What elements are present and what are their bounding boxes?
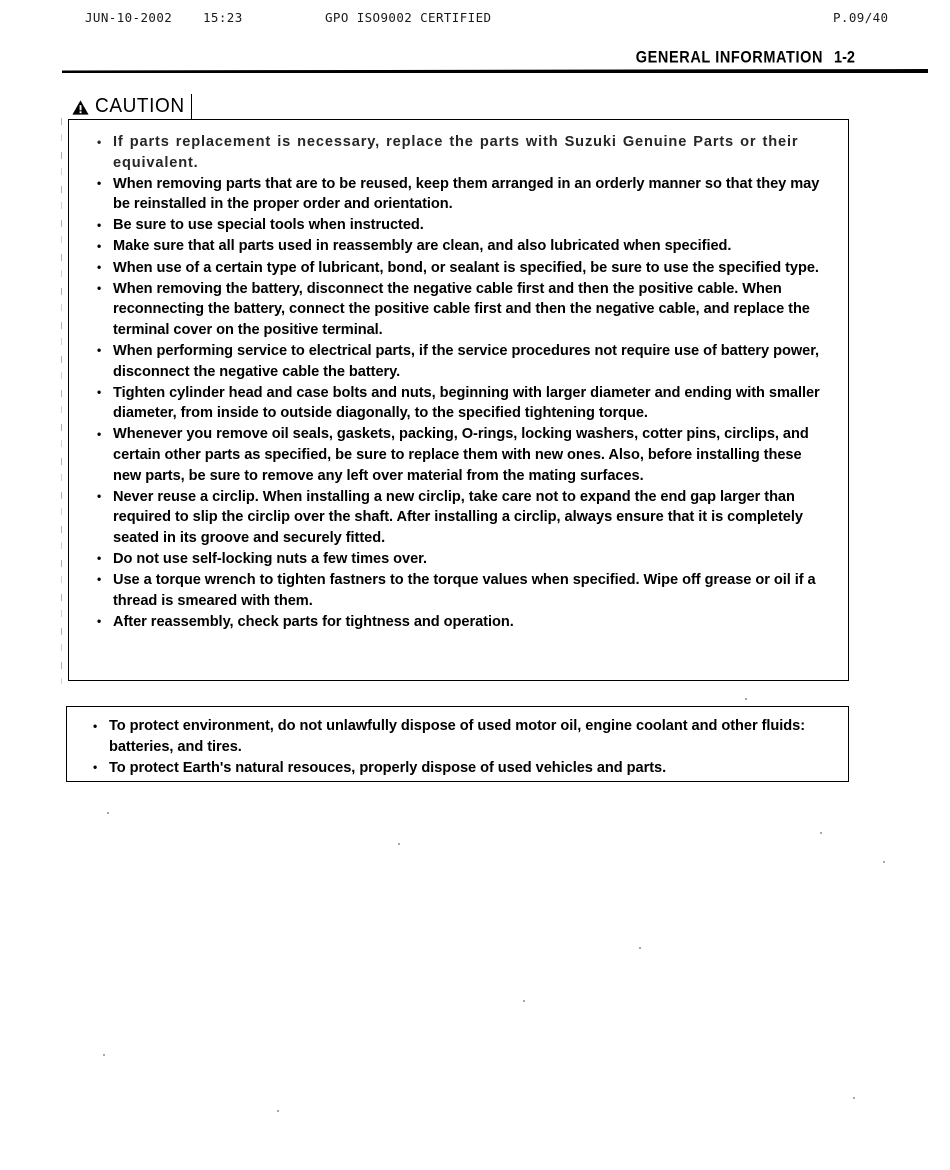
environment-list-container xyxy=(89,716,831,779)
scan-speckle xyxy=(103,1054,105,1056)
list-item: • Never reuse a circlip. When installing a new circlip, take care not to expand the end gap larger than required to slip the circlip over the shaft. After installing a circlip, always ensure that it is completely seated in its groove and securely fitted. xyxy=(93,487,831,549)
list-item: • To protect Earth's natural resouces, properly dispose of used vehicles and parts. xyxy=(89,758,831,779)
scan-speckle xyxy=(523,1000,525,1002)
scan-speckle xyxy=(853,1097,855,1099)
caution-bullet-list xyxy=(93,132,831,632)
fax-date: JUN-10-2002 xyxy=(85,10,173,25)
list-item: • If parts replacement is necessary, replace the parts with Suzuki Genuine Parts or their equivalent. xyxy=(93,132,831,173)
fax-transmission-header xyxy=(0,10,950,30)
list-item: • Be sure to use special tools when instructed. xyxy=(93,215,831,236)
environment-notice-box xyxy=(66,706,849,782)
scan-artifact-line xyxy=(61,118,62,684)
list-item: • When removing parts that are to be reused, keep them arranged in an orderly manner so that they may be reinstalled in the proper order and orientation. xyxy=(93,174,831,215)
fax-time: 15:23 xyxy=(203,10,243,25)
scan-speckle xyxy=(639,947,641,949)
page-title xyxy=(636,49,855,67)
list-item: • When removing the battery, disconnect the negative cable first and then the positive cable. When reconnecting the battery, connect the positive cable first and then the negative cable, and replace the terminal cover on the positive terminal. xyxy=(93,279,831,341)
scan-speckle xyxy=(820,832,822,834)
list-item: • Whenever you remove oil seals, gaskets, packing, O-rings, locking washers, cotter pins, circlips, and certain other parts as specified, be sure to replace them with new ones. Also, before installing these new parts, be sure to remove any left over material from the mating surfaces. xyxy=(93,424,831,486)
list-item: • Use a torque wrench to tighten fastners to the torque values when specified. Wipe off grease or oil if a thread is smeared with them. xyxy=(93,570,831,611)
list-item: • Tighten cylinder head and case bolts and nuts, beginning with larger diameter and ending with smaller diameter, from inside to outside diagonally, to the specified tightening torque. xyxy=(93,383,831,424)
scan-speckle xyxy=(745,698,747,700)
section-title-text: GENERAL INFORMATION xyxy=(635,49,824,67)
caution-box xyxy=(68,119,849,681)
scan-speckle xyxy=(277,1110,279,1112)
fax-certification: GPO ISO9002 CERTIFIED xyxy=(325,10,492,25)
caution-label-tab xyxy=(68,94,192,119)
list-item: • Make sure that all parts used in reassembly are clean, and also lubricated when specified. xyxy=(93,236,831,257)
caution-label-text: CAUTION xyxy=(95,94,185,117)
scan-speckle xyxy=(107,812,109,814)
caution-list-container xyxy=(93,132,831,633)
list-item: • When use of a certain type of lubricant, bond, or sealant is specified, be sure to use the specified type. xyxy=(93,258,831,279)
list-item: • After reassembly, check parts for tightness and operation. xyxy=(93,612,831,633)
scan-speckle xyxy=(883,861,885,863)
fax-page-number: P.09/40 xyxy=(833,10,889,25)
scan-speckle xyxy=(398,843,400,845)
section-page-number: 1-2 xyxy=(834,49,855,67)
list-item: • Do not use self-locking nuts a few times over. xyxy=(93,549,831,570)
environment-bullet-list xyxy=(89,716,831,778)
list-item: • When performing service to electrical parts, if the service procedures not require use of battery power, disconnect the negative cable the battery. xyxy=(93,341,831,382)
list-item: • To protect environment, do not unlawfully dispose of used motor oil, engine coolant and other fluids: batteries, and tires. xyxy=(89,716,831,757)
header-divider-rule xyxy=(62,69,928,73)
warning-triangle-icon xyxy=(72,100,89,115)
